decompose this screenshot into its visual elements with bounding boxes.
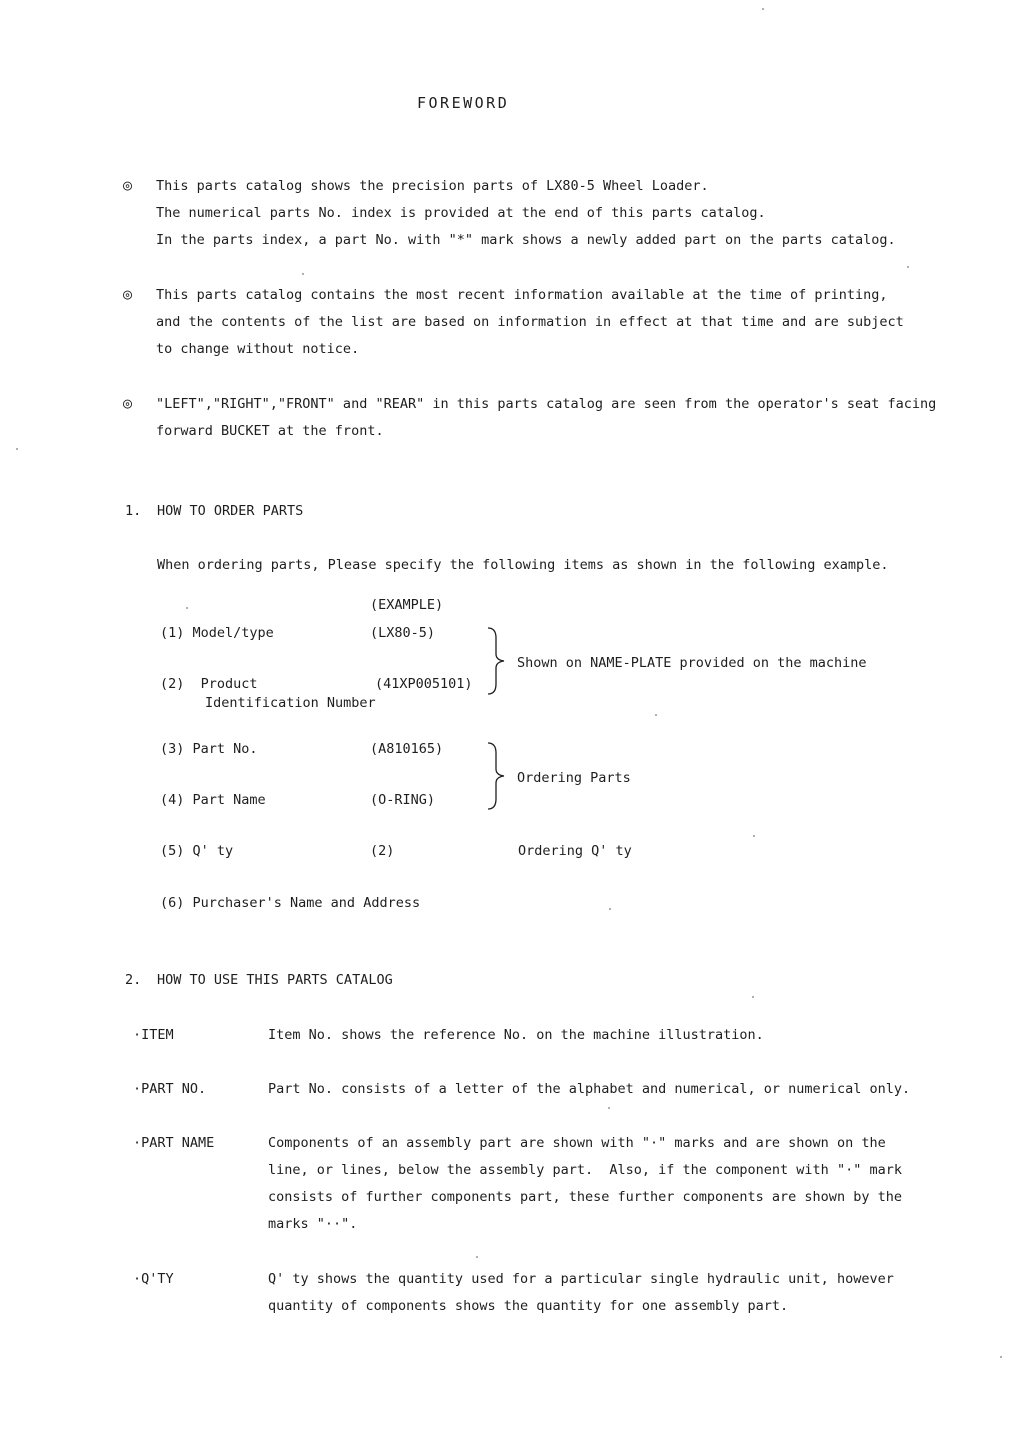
scan-speck [608,1107,610,1109]
term-qty-desc-2: quantity of components shows the quantity for one assembly part. [268,1298,789,1314]
note-1-line-2: The numerical parts No. index is provided at the end of this parts catalog. [156,205,766,221]
scan-speck [762,8,764,10]
note-3-line-2: forward BUCKET at the front. [156,423,384,439]
item-2-label-line-2: Identification Number [205,695,376,711]
item-5-label: (5) Q' ty [160,843,234,859]
note-2-line-3: to change without notice. [156,341,360,357]
scan-speck [1000,1356,1002,1358]
item-1-example: (LX80-5) [370,625,436,641]
item-3-label: (3) Part No. [160,741,258,757]
term-part-name-desc-2: line, or lines, below the assembly part. Also, if the component with "·" mark [268,1162,902,1178]
term-qty: ·Q'TY [133,1271,174,1287]
group-2-note: Ordering Parts [517,770,631,786]
scan-speck [16,448,18,450]
item-2-example: (41XP005101) [375,676,473,692]
item-4-label: (4) Part Name [160,792,266,808]
note-1-line-3: In the parts index, a part No. with "*" mark shows a newly added part on the parts catalog. [156,232,896,248]
term-item: ·ITEM [133,1027,174,1043]
item-1-label: (1) Model/type [160,625,274,641]
item-3-example: (A810165) [370,741,444,757]
section-2-number: 2. [125,972,142,988]
example-header: (EXAMPLE) [370,597,444,613]
term-part-name: ·PART NAME [133,1135,215,1151]
section-1-intro: When ordering parts, Please specify the following items as shown in the following example. [157,557,889,573]
scan-speck [752,996,754,998]
item-2-label: (2) Product [160,676,258,692]
term-part-name-desc-3: consists of further components part, these further components are shown by the [268,1189,902,1205]
group-1-note: Shown on NAME-PLATE provided on the machine [517,655,867,671]
section-1-heading: HOW TO ORDER PARTS [157,503,304,519]
note-3-mark: ◎ [123,394,133,412]
scan-speck [753,835,755,837]
item-4-example: (O-RING) [370,792,436,808]
term-item-desc-1: Item No. shows the reference No. on the machine illustration. [268,1027,764,1043]
term-qty-desc-1: Q' ty shows the quantity used for a particular single hydraulic unit, however [268,1271,894,1287]
scan-speck [907,266,909,268]
term-part-no: ·PART NO. [133,1081,207,1097]
note-3-line-1: "LEFT","RIGHT","FRONT" and "REAR" in this parts catalog are seen from the operator's seat facing [156,396,937,412]
item-6-label: (6) Purchaser's Name and Address [160,895,421,911]
note-2-mark: ◎ [123,285,133,303]
scan-speck [186,607,188,609]
term-part-no-desc-1: Part No. consists of a letter of the alphabet and numerical, or numerical only. [268,1081,911,1097]
scan-speck [302,273,304,275]
scan-speck [655,714,657,716]
scan-speck [609,908,611,910]
page-title: FOREWORD [417,94,510,112]
note-2-line-2: and the contents of the list are based on information in effect at that time and are subject [156,314,904,330]
item-5-example: (2) [370,843,395,859]
item-5-note: Ordering Q' ty [518,843,632,859]
group-1-brace [478,626,506,696]
section-1-number: 1. [125,503,142,519]
scan-speck [476,1256,478,1258]
note-1-line-1: This parts catalog shows the precision parts of LX80-5 Wheel Loader. [156,178,709,194]
section-2-heading: HOW TO USE THIS PARTS CATALOG [157,972,393,988]
group-2-brace [478,741,506,811]
term-part-name-desc-1: Components of an assembly part are shown with "·" marks and are shown on the [268,1135,886,1151]
note-2-line-1: This parts catalog contains the most recent information available at the time of printing, [156,287,888,303]
note-1-mark: ◎ [123,176,133,194]
term-part-name-desc-4: marks "··". [268,1216,358,1232]
